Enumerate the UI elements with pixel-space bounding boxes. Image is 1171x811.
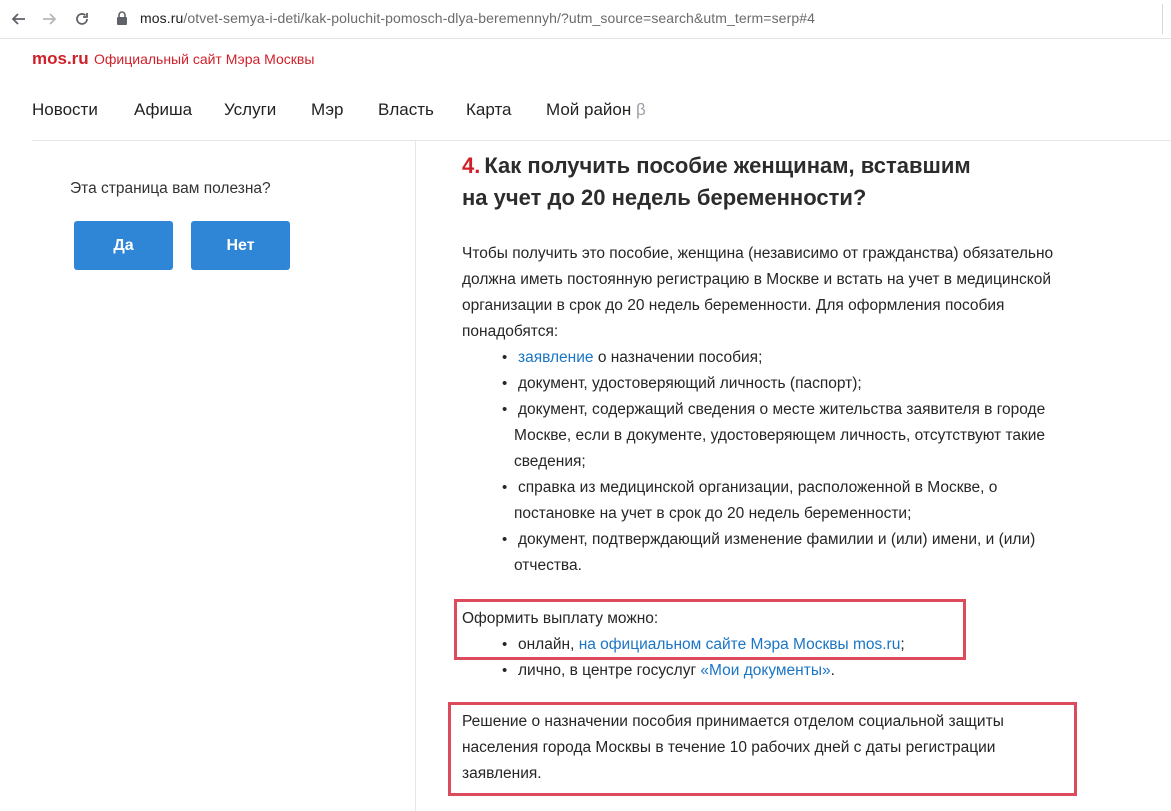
list-item-text: сведения; <box>514 453 586 470</box>
list-item-text: о назначении пособия; <box>593 349 763 366</box>
list-item-text: онлайн, <box>518 636 579 653</box>
address-bar[interactable] <box>140 10 815 26</box>
intro-line: понадобятся: <box>462 323 559 340</box>
my-documents-link[interactable]: «Мои документы» <box>700 662 831 679</box>
highlight-box-decision <box>448 702 1077 796</box>
bullet-icon: • <box>502 662 508 679</box>
url-host: mos.ru <box>140 10 184 26</box>
lock-icon[interactable] <box>116 11 128 30</box>
list-item-text: постановке на учет в срок до 20 недель беременности; <box>514 505 912 522</box>
site-description[interactable]: Официальный сайт Мэра Москвы <box>94 51 315 67</box>
intro-line: Чтобы получить это пособие, женщина (независимо от гражданства) обязательно <box>462 245 1054 262</box>
decision-line: Решение о назначении пособия принимается отделом социальной защиты <box>462 713 1004 730</box>
list-item-text: Москве, если в документе, удостоверяющем личность, отсутствуют такие <box>514 427 1046 444</box>
list-item <box>500 397 1045 475</box>
documents-list <box>500 345 1045 579</box>
nav-item-government[interactable]: Власть <box>378 100 434 119</box>
list-item <box>500 475 1045 527</box>
no-button[interactable]: Нет <box>191 221 290 270</box>
url-path: /otvet-semya-i-deti/kak-poluchit-pomosch-dlya-beremennyh/?utm_source=search&utm_term=serp#4 <box>183 10 815 26</box>
beta-badge: β <box>636 100 646 119</box>
list-item <box>500 345 1045 371</box>
list-item-text: документ, удостоверяющий личность (паспорт); <box>518 375 862 392</box>
back-icon[interactable] <box>5 6 31 32</box>
bullet-icon: • <box>502 375 508 392</box>
site-logo[interactable]: mos.ru <box>32 49 89 68</box>
intro-line: организации в срок до 20 недель беременности. Для оформления пособия <box>462 297 1005 314</box>
list-item-text: документ, содержащий сведения о месте жительства заявителя в городе <box>518 401 1046 418</box>
header-divider <box>32 140 1171 141</box>
application-link[interactable]: заявление <box>518 349 594 366</box>
intro-line: должна иметь постоянную регистрацию в Москве и встать на учет в медицинской <box>462 271 1052 288</box>
heading-line-1: Как получить пособие женщинам, вставшим <box>484 153 971 178</box>
section-number: 4. <box>462 153 481 178</box>
nav-item-my-district[interactable] <box>546 100 646 120</box>
highlight-box-payment <box>454 599 966 660</box>
list-item <box>500 658 905 684</box>
nav-item-map[interactable]: Карта <box>466 100 512 119</box>
list-item-text: . <box>830 662 835 679</box>
list-item <box>500 371 1045 397</box>
nav-item-my-district-label: Мой район <box>546 100 632 119</box>
nav-item-mayor[interactable]: Мэр <box>311 100 344 119</box>
heading-line-2: на учет до 20 недель беременности? <box>462 185 867 210</box>
mos-ru-link[interactable]: на официальном сайте Мэра Москвы mos.ru <box>578 636 901 653</box>
bullet-icon: • <box>502 636 508 653</box>
nav-item-afisha[interactable]: Афиша <box>134 100 193 119</box>
nav-item-news[interactable]: Новости <box>32 100 98 119</box>
list-item <box>500 527 1045 579</box>
column-divider <box>415 141 416 811</box>
feedback-question: Эта страница вам полезна? <box>70 180 271 197</box>
decision-line: заявления. <box>462 765 542 782</box>
yes-button[interactable]: Да <box>74 221 173 270</box>
list-item-text: отчества. <box>514 557 582 574</box>
list-item-text: справка из медицинской организации, расположенной в Москве, о <box>518 479 998 496</box>
list-item-text: документ, подтверждающий изменение фамилии и (или) имени, и (или) <box>518 531 1036 548</box>
list-item-text: ; <box>900 636 905 653</box>
browser-toolbar <box>0 0 1171 39</box>
reload-icon[interactable] <box>69 6 95 32</box>
list-item-text: лично, в центре госуслуг <box>518 662 701 679</box>
decision-line: населения города Москвы в течение 10 рабочих дней с даты регистрации <box>462 739 996 756</box>
bullet-icon: • <box>502 479 508 496</box>
section-heading <box>462 150 1082 214</box>
forward-icon[interactable] <box>37 6 63 32</box>
payment-heading: Оформить выплату можно: <box>462 610 659 627</box>
bullet-icon: • <box>502 401 508 418</box>
toolbar-edge <box>1162 4 1171 34</box>
intro-paragraph <box>462 241 1053 345</box>
bullet-icon: • <box>502 349 508 366</box>
bullet-icon: • <box>502 531 508 548</box>
nav-item-services[interactable]: Услуги <box>224 100 277 119</box>
